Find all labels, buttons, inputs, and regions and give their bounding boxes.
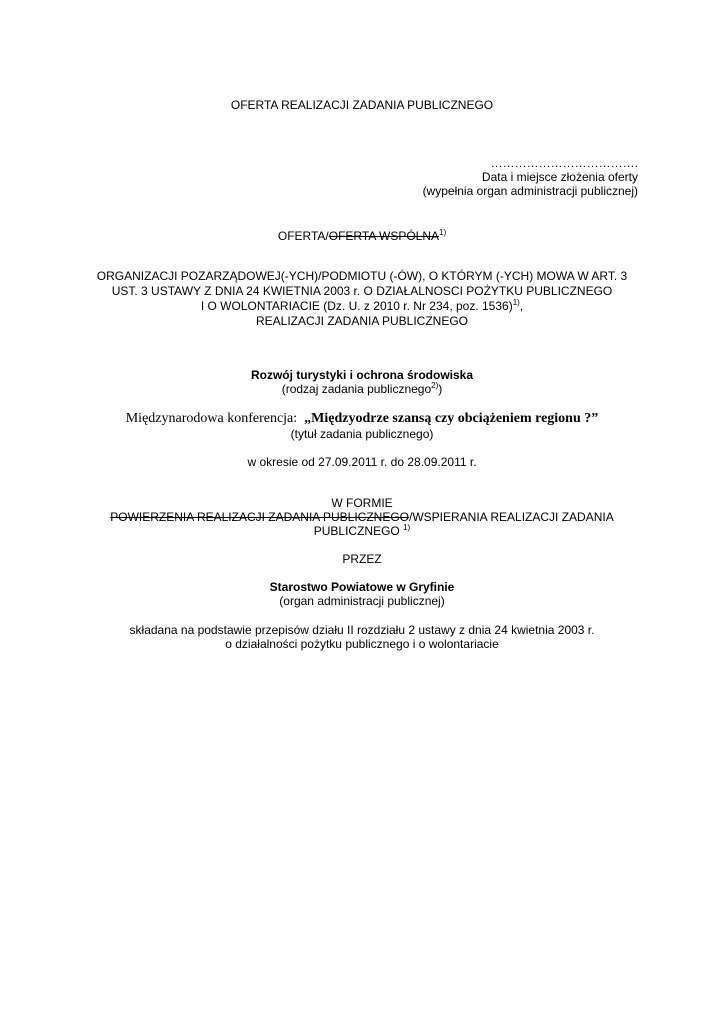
task-kind-caption-prefix: (rodzaj zadania publicznego [281, 382, 432, 396]
by-label: PRZEZ [342, 552, 382, 566]
date-label: Data i miejsce złożenia oferty [481, 170, 638, 184]
organization-footnote: 1) [512, 298, 520, 307]
basis-line-2: o działalności pożytku publicznego i o wolontariacie [225, 637, 499, 651]
form-footnote: 1) [403, 523, 411, 532]
task-kind-value: Rozwój turystyki i ochrona środowiska [250, 368, 474, 382]
task-title-caption: (tytuł zadania publicznego) [290, 427, 434, 441]
task-title-value: „Międzyodrze szansą czy obciążeniem regionu ?” [304, 411, 599, 426]
organization-line-1: ORGANIZACJI POZARZĄDOWEJ(-YCH)/PODMIOTU (-ÓW), O KTÓRYM (-YCH) MOWA W ART. 3 [96, 269, 628, 283]
form-rest: /WSPIERANIA REALIZACJI ZADANIA [409, 510, 614, 524]
offer-type [0, 229, 724, 244]
form-line-2 [0, 510, 724, 525]
task-title-prefix: Międzynarodowa konferencja: [125, 411, 298, 426]
authority-caption: (organ administracji publicznej) [279, 594, 445, 608]
basis-line-1: składana na podstawie przepisów działu II rozdziału 2 ustawy z dnia 24 kwietnia 2003 r. [129, 623, 595, 637]
organization-line-2: UST. 3 USTAWY Z DNIA 24 KWIETNIA 2003 r. O DZIAŁALNOSCI POŻYTKU PUBLICZNEGO [111, 284, 613, 298]
authority-name: Starostwo Powiatowe w Gryfinie [269, 580, 455, 594]
task-kind-footnote: 2) [431, 381, 439, 390]
date-dots: ………………………………. [490, 156, 638, 170]
offer-type-struck: OFERTA WSPÓLNA [328, 229, 440, 243]
organization-line-3-text: I O WOLONTARIACIE (Dz. U. z 2010 r. Nr 234, poz. 1536) [200, 299, 513, 313]
date-note: (wypełnia organ administracji publicznej) [422, 184, 638, 198]
form-line-3 [0, 524, 724, 539]
organization-line-4: REALIZACJI ZADANIA PUBLICZNEGO [255, 314, 469, 328]
organization-line-3-suffix: , [519, 299, 524, 313]
offer-type-prefix: OFERTA/ [277, 229, 329, 243]
offer-type-footnote: 1) [439, 228, 447, 237]
form-struck: POWIERZENIA REALIZACJI ZADANIA PUBLICZNEGO [110, 510, 409, 524]
task-kind-caption [0, 382, 724, 397]
task-title [0, 410, 724, 427]
document-title: OFERTA REALIZACJI ZADANIA PUBLICZNEGO [230, 98, 494, 112]
form-line-3-text: PUBLICZNEGO [313, 524, 400, 538]
task-kind-caption-suffix: ) [438, 382, 443, 396]
form-heading: W FORMIE [331, 496, 393, 510]
task-period: w okresie od 27.09.2011 r. do 28.09.2011 r. [247, 455, 477, 469]
organization-line-3 [0, 299, 724, 314]
